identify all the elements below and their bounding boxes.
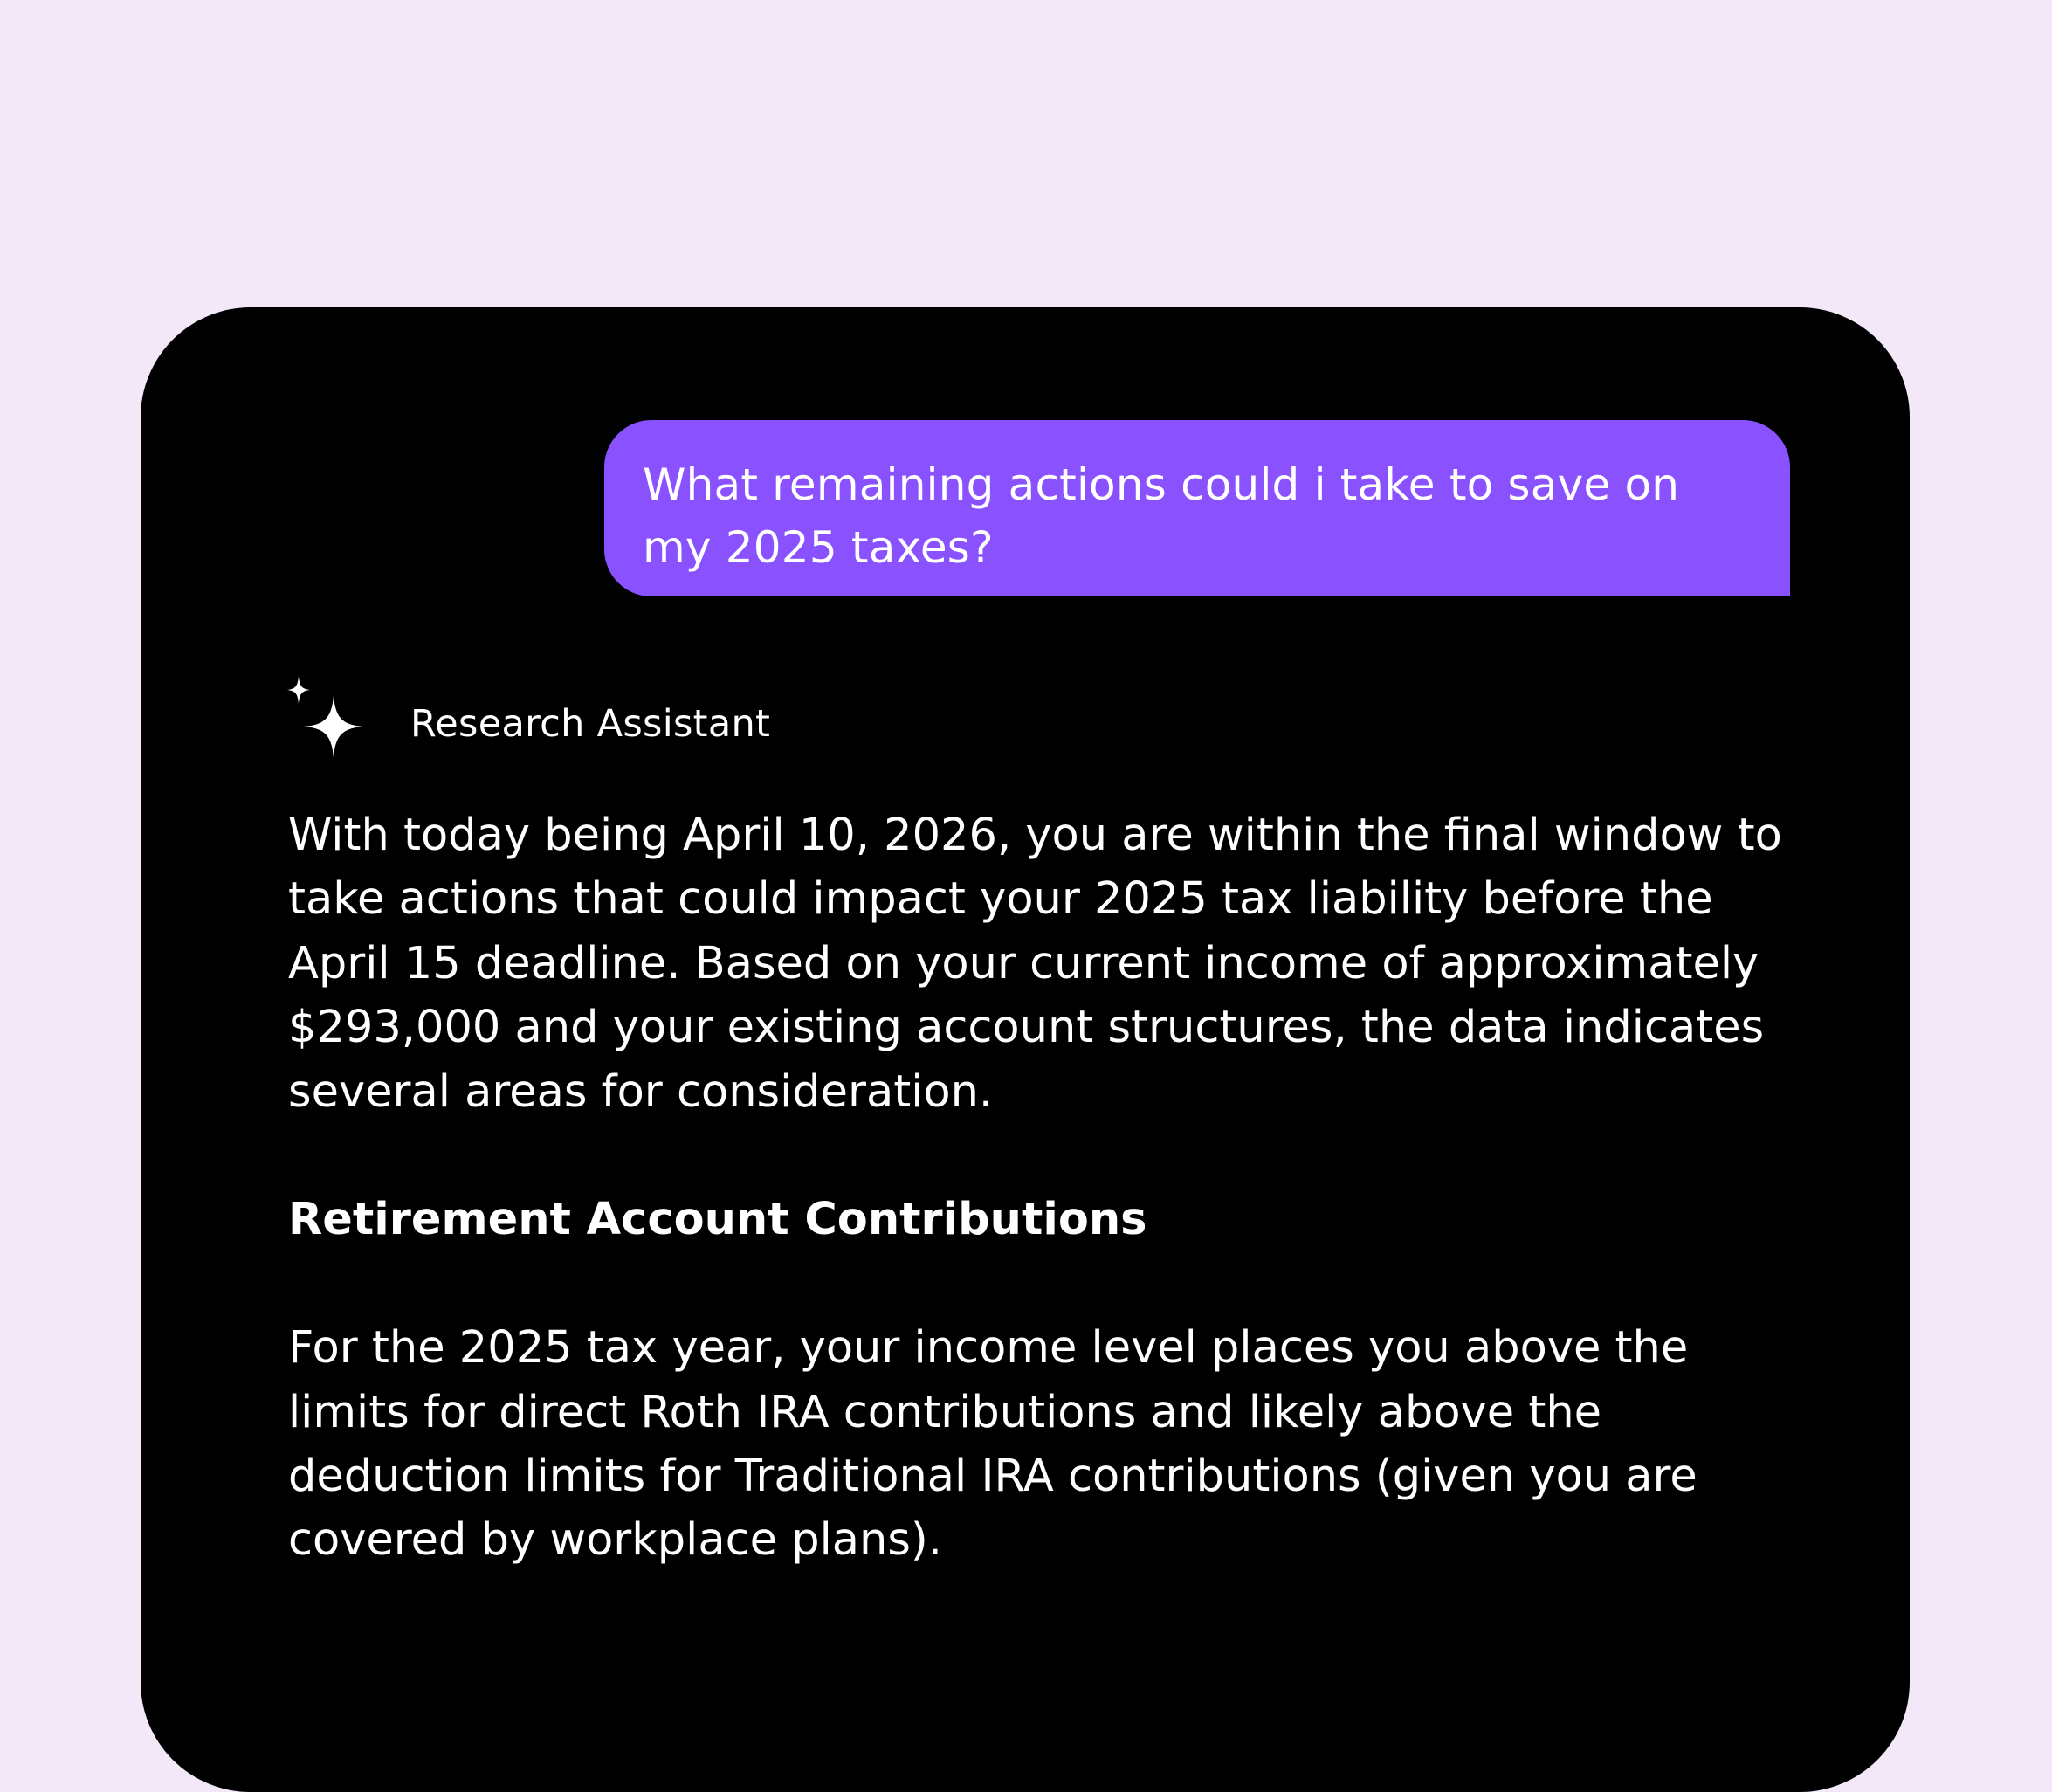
sparkle-icon: [283, 676, 367, 772]
section-body-paragraph: For the 2025 tax year, your income level places you above the limits for direct Roth IRA contributions and likely above the deduction limits for Traditional IRA contributions (given you are covered by workplace plans).: [288, 1322, 1697, 1567]
chat-panel: [141, 307, 1910, 1792]
assistant-header: [283, 676, 770, 772]
user-message-bubble: [604, 420, 1790, 596]
assistant-name: Research Assistant: [410, 702, 771, 746]
assistant-response: [288, 803, 1808, 1573]
section-heading: Retirement Account Contributions: [288, 1194, 1147, 1246]
user-message-text: What remaining actions could i take to save on my 2025 taxes?: [643, 459, 1680, 573]
assistant-intro-paragraph: With today being April 10, 2026, you are within the final window to take actions that could impact your 2025 tax liability before the April 15 deadline. Based on your current income of approximately $293,000 and your existing account structures, the data indicates several areas for consideration.: [288, 810, 1782, 1118]
